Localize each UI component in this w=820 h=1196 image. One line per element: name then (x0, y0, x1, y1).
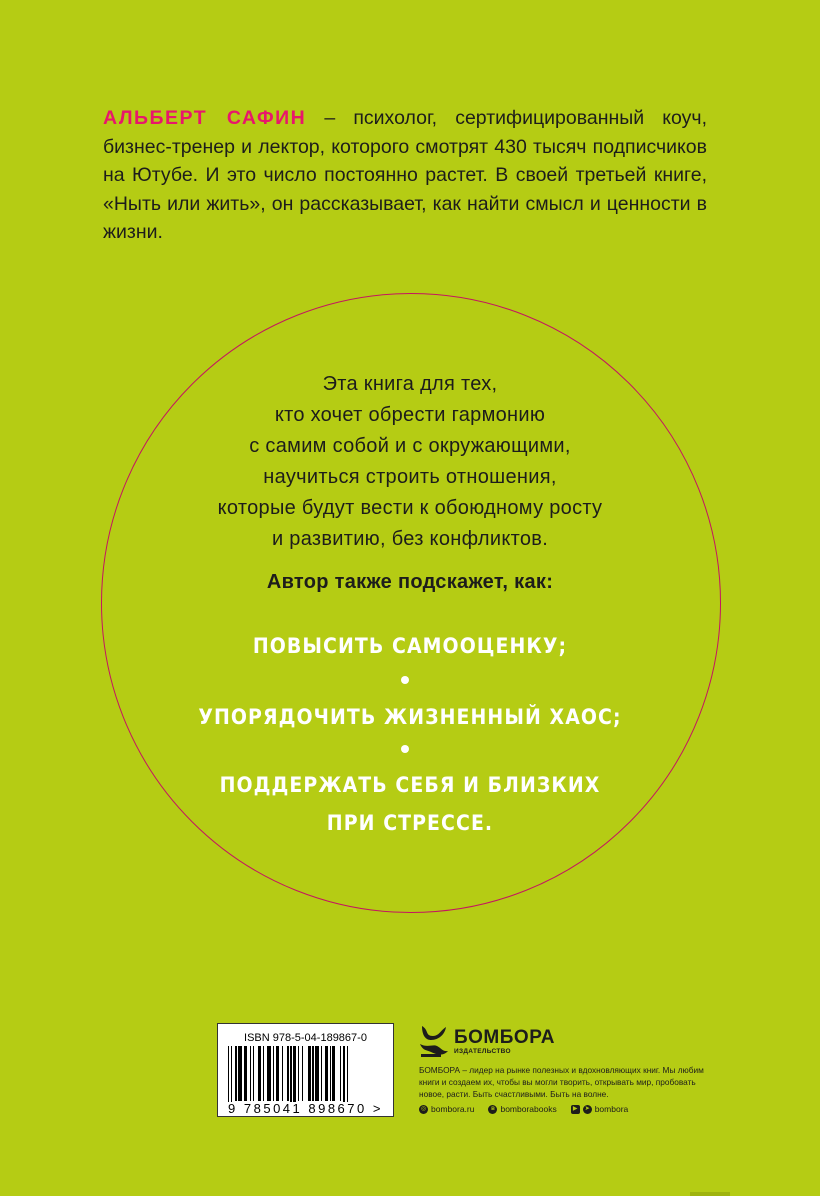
barcode-bar (321, 1046, 322, 1101)
ean-digits: 9 785041 898670 > (218, 1102, 393, 1116)
publisher-description: БОМБОРА – лидер на рынке полезных и вдохновляющих книг. Мы любим книги и создаем их, чтобы вы могли творить, открывать мир, пробовать новое, расти. Быть счастливыми. Быть на волне. (419, 1065, 704, 1099)
point-line: УПОРЯДОЧИТЬ ЖИЗНЕННЫЙ ХАОС; (198, 705, 622, 729)
barcode-bars (228, 1046, 384, 1108)
social-label: bombora.ru (431, 1104, 475, 1114)
author-name: АЛЬБЕРТ САФИН (103, 107, 307, 129)
intro-line: которые будут вести к обоюдному росту (217, 497, 603, 519)
intro-line: научиться строить отношения, (263, 466, 557, 488)
instagram-icon: ◎ (420, 1105, 427, 1112)
barcode-bar (258, 1046, 261, 1101)
points-lead: Автор также подскажет, как: (266, 571, 554, 593)
barcode-bar (293, 1046, 296, 1108)
barcode-bar (287, 1046, 288, 1101)
bombora-logo-icon (419, 1024, 449, 1058)
telegram-icon: ➤ (584, 1105, 590, 1112)
social-label: bomborabooks (500, 1104, 557, 1114)
barcode-bar (298, 1046, 299, 1101)
barcode-bar (325, 1046, 328, 1101)
barcode-bar (312, 1046, 313, 1101)
bullet-dot (401, 745, 409, 753)
barcode-bar (302, 1046, 303, 1101)
publisher-subtitle: ИЗДАТЕЛЬСТВО (454, 1048, 511, 1055)
barcode-block (217, 1023, 394, 1117)
social-label: bombora (594, 1104, 629, 1114)
barcode-bar (290, 1046, 291, 1108)
social-link-vk[interactable] (488, 1104, 556, 1114)
barcode-bar (263, 1046, 264, 1101)
barcode-bar (231, 1046, 232, 1108)
barcode-bar (347, 1046, 348, 1108)
vk-icon: в (488, 1105, 497, 1114)
barcode-bar (282, 1046, 283, 1101)
barcode-bar (238, 1046, 242, 1101)
point-line: ПОВЫСИТЬ САМООЦЕНКУ; (252, 634, 568, 658)
book-intro (130, 369, 690, 555)
author-bio-text: – психолог, сертифицированный коуч, бизнес-тренер и лектор, которого смотрят 430 тысяч подписчиков на Ютубе. И это число постоянно растет. В своей третьей книге, «Ныть или жить», он рассказывает, как найти смысл и ценности в жизни. (103, 107, 707, 243)
intro-line: и развитию, без конфликтов. (271, 528, 549, 550)
barcode-bar (276, 1046, 279, 1101)
barcode-bar (308, 1046, 311, 1101)
isbn-text: ISBN 978-5-04-189867-0 (244, 1032, 367, 1044)
barcode-bar (273, 1046, 274, 1101)
social-link-youtube-telegram[interactable] (571, 1104, 629, 1114)
barcode-bar (332, 1046, 335, 1101)
point-self-esteem (158, 627, 662, 665)
intro-line: кто хочет обрести гармонию (274, 404, 546, 426)
barcode-bar (343, 1046, 346, 1108)
publisher-socials (419, 1104, 628, 1114)
point-life-chaos (158, 698, 662, 736)
intro-line: с самим собой и с окружающими, (249, 435, 571, 457)
barcode-bar (340, 1046, 341, 1101)
bullet-dot (401, 676, 409, 684)
publisher-name: БОМБОРА (454, 1027, 555, 1048)
point-stress-support (158, 766, 662, 842)
barcode-bar (228, 1046, 229, 1108)
point-line: ПОДДЕРЖАТЬ СЕБЯ И БЛИЗКИХ (219, 773, 601, 797)
barcode-bar (330, 1046, 331, 1101)
intro-line: Эта книга для тех, (322, 373, 498, 395)
youtube-icon: ▶ (571, 1105, 580, 1114)
point-line: ПРИ СТРЕССЕ. (326, 811, 494, 835)
barcode-bar (315, 1046, 319, 1101)
social-link-site[interactable] (419, 1104, 474, 1114)
barcode-bar (244, 1046, 247, 1101)
barcode-bar (235, 1046, 236, 1101)
barcode-bar (250, 1046, 251, 1101)
barcode-bar (253, 1046, 254, 1101)
author-bio (103, 104, 707, 247)
print-mark (690, 1192, 730, 1196)
barcode-bar (267, 1046, 271, 1101)
